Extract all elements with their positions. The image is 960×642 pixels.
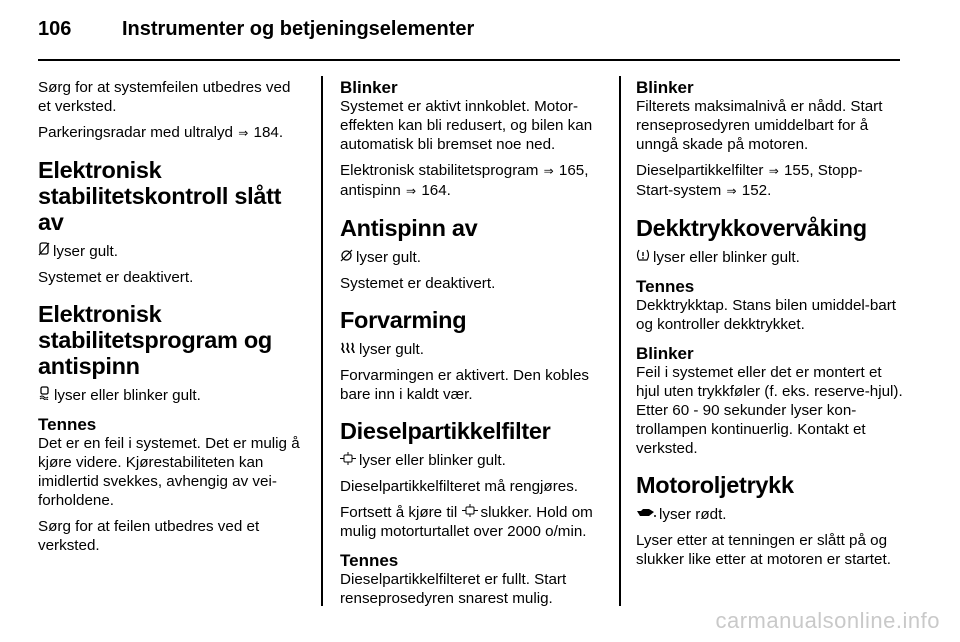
paragraph: Sørg for at feilen utbedres ved et verksted. <box>38 518 260 554</box>
reference-arrow-icon: ⇒ <box>726 184 737 198</box>
column-1 <box>38 78 306 562</box>
paragraph: Dekktrykktap. Stans bilen umiddel-bart og kontroller dekktrykket. <box>636 297 896 333</box>
reference-arrow-icon: ⇒ <box>768 164 779 178</box>
section-heading: Dekktrykkovervåking <box>636 215 867 241</box>
section-heading: Antispinn av <box>340 215 478 241</box>
paragraph: Systemet er aktivt innkoblet. Motor-effekten kan bli redusert, og bilen kan automatisk bli bremset noe ned. <box>340 98 593 153</box>
column-divider <box>321 76 323 606</box>
subheading: Blinker <box>636 344 694 363</box>
subheading: Tennes <box>636 277 695 296</box>
paragraph: lyser gult. <box>340 340 608 359</box>
paragraph: Sørg for at systemfeilen utbedres ved et verksted. <box>38 79 291 115</box>
reference-arrow-icon: ⇒ <box>543 164 554 178</box>
paragraph: Dieselpartikkelfilteret er fullt. Start renseprosedyren snarest mulig. <box>340 571 567 607</box>
page-title: Instrumenter og betjeningselementer <box>122 18 475 40</box>
paragraph: Elektronisk stabilitetsprogram ⇒ 165, antispinn ⇒ 164. <box>340 162 589 199</box>
tc-off-icon <box>340 248 353 267</box>
dpf-icon <box>340 451 356 470</box>
paragraph: Filterets maksimalnivå er nådd. Start renseprosedyren umiddelbart for å unngå skade på motoren. <box>636 98 883 153</box>
paragraph: Det er en feil i systemet. Det er mulig å kjøre videre. Kjørestabiliteten kan imidlertid svekkes, avhengig av vei-forholdene. <box>38 435 300 509</box>
esp-icon <box>38 386 51 405</box>
paragraph: Lyser etter at tenningen er slått på og slukker like etter at motoren er startet. <box>636 532 891 568</box>
section-heading: Forvarming <box>340 307 467 333</box>
section-heading: Motoroljetrykk <box>636 472 794 498</box>
page-number: 106 <box>38 18 72 40</box>
header-rule <box>38 59 900 61</box>
paragraph: Feil i systemet eller det er montert et hjul uten trykkføler (f. eks. reserve-hjul). Etter 60 - 90 sekunder lyser kon-trollampen kontinuerlig. Kontakt et verksted. <box>636 364 903 457</box>
paragraph: lyser eller blinker gult. <box>38 386 306 405</box>
section-heading: Elektronisk stabilitetsprogram og antispinn <box>38 301 272 379</box>
section-heading: Elektronisk stabilitetskontroll slått av <box>38 157 282 235</box>
column-3 <box>636 78 904 576</box>
subheading: Tennes <box>38 415 97 434</box>
column-2 <box>340 78 608 615</box>
subheading: Blinker <box>340 78 398 97</box>
subheading: Blinker <box>636 78 694 97</box>
section-heading: Dieselpartikkelfilter <box>340 418 551 444</box>
watermark: carmanualsonline.info <box>715 608 940 633</box>
paragraph: lyser rødt. <box>636 505 904 524</box>
paragraph: Systemet er deaktivert. <box>38 269 194 286</box>
glow-plug-icon <box>340 340 356 359</box>
paragraph: Forvarmingen er aktivert. Den kobles bare inn i kaldt vær. <box>340 367 590 403</box>
paragraph: Fortsett å kjøre til slukker. Hold om mulig motorturtallet over 2000 o/min. <box>340 504 593 540</box>
oil-pressure-icon <box>636 505 656 524</box>
paragraph: lyser gult. <box>340 248 608 267</box>
column-divider <box>619 76 621 606</box>
reference-arrow-icon: ⇒ <box>238 126 249 140</box>
subheading: Tennes <box>340 551 399 570</box>
paragraph: Dieselpartikkelfilter ⇒ 155, Stopp- Start-system ⇒ 152. <box>636 162 863 199</box>
dpf-icon <box>462 503 478 522</box>
paragraph: Systemet er deaktivert. <box>340 275 496 292</box>
paragraph: lyser gult. <box>38 242 306 261</box>
paragraph: lyser eller blinker gult. <box>636 248 904 267</box>
esc-off-icon <box>38 242 50 261</box>
reference-arrow-icon: ⇒ <box>406 184 417 198</box>
paragraph: Parkeringsradar med ultralyd ⇒ 184. <box>38 124 284 141</box>
paragraph: Dieselpartikkelfilteret må rengjøres. <box>340 478 579 495</box>
paragraph: lyser eller blinker gult. <box>340 451 608 470</box>
tire-pressure-icon <box>636 248 650 267</box>
